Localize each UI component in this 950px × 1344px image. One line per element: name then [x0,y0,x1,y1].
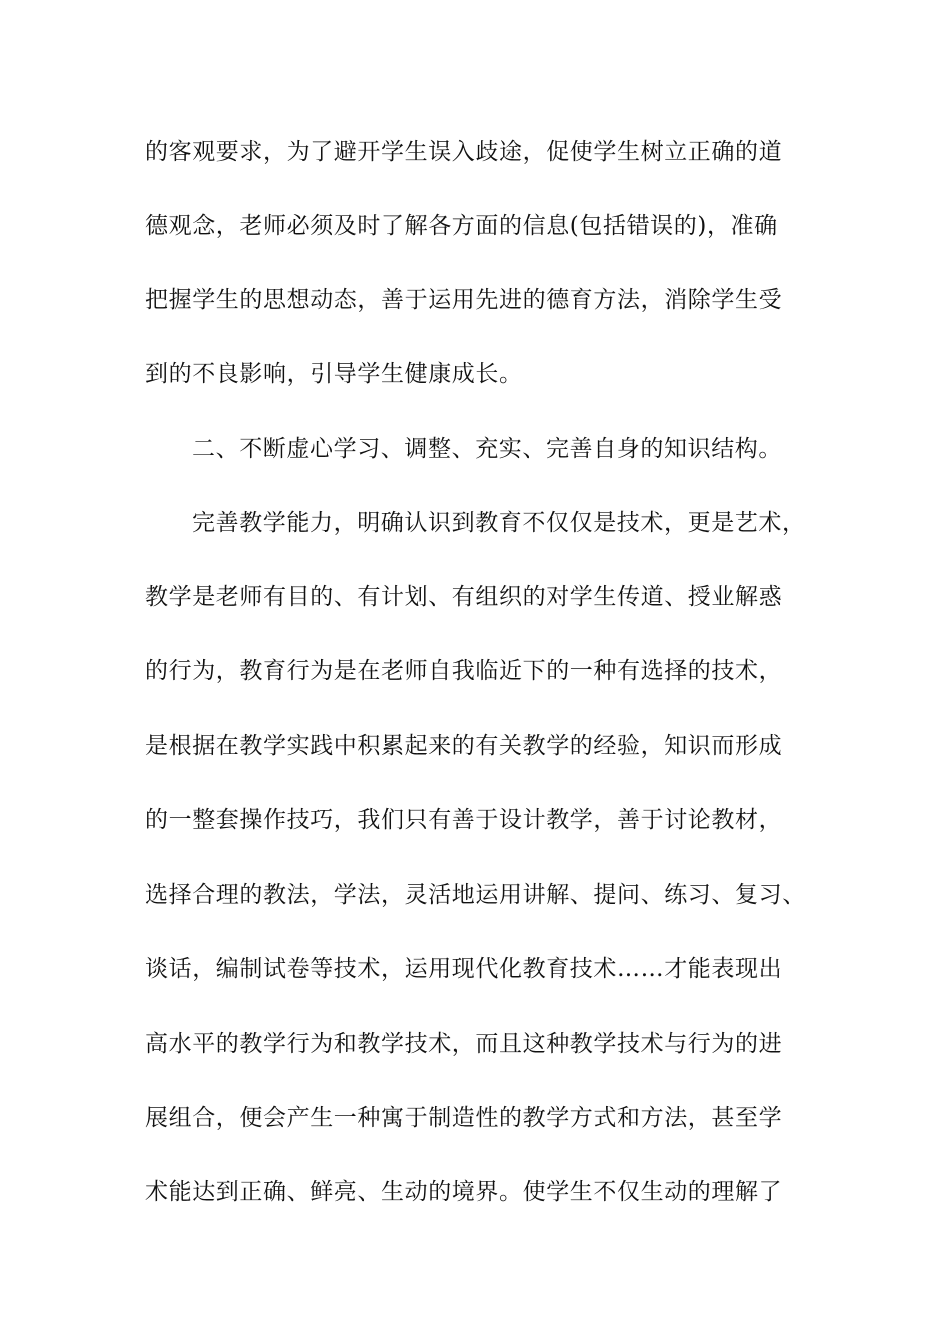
paragraph-line: 术能达到正确、鲜亮、生动的境界。使学生不仅生动的理解了 [145,1179,783,1205]
paragraph-line: 的客观要求，为了避开学生误入歧途，促使学生树立正确的道 [145,139,783,165]
paragraph-line: 德观念，老师必须及时了解各方面的信息(包括错误的)，准确 [145,213,778,239]
paragraph-line: 的一整套操作技巧，我们只有善于设计教学，善于讨论教材， [145,807,783,833]
paragraph-line: 高水平的教学行为和教学技术，而且这种教学技术与行为的进 [145,1031,783,1057]
paragraph-line: 展组合，便会产生一种寓于制造性的教学方式和方法，甚至学 [145,1105,783,1131]
paragraph-line: 是根据在教学实践中积累起来的有关教学的经验，知识而形成 [145,733,783,759]
paragraph-line: 选择合理的教法，学法，灵活地运用讲解、提问、练习、复习、 [145,882,806,908]
paragraph-line: 的行为，教育行为是在老师自我临近下的一种有选择的技术， [145,658,783,684]
paragraph-line: 把握学生的思想动态，善于运用先进的德育方法，消除学生受 [145,287,783,313]
section-heading: 二、不断虚心学习、调整、充实、完善自身的知识结构。 [192,436,782,462]
paragraph-line: 谈话，编制试卷等技术，运用现代化教育技术……才能表现出 [145,956,783,982]
paragraph-line: 到的不良影响，引导学生健康成长。 [145,361,523,387]
paragraph-line: 教学是老师有目的、有计划、有组织的对学生传道、授业解惑 [145,584,783,610]
paragraph-line: 完善教学能力，明确认识到教育不仅仅是技术，更是艺术， [192,510,806,536]
